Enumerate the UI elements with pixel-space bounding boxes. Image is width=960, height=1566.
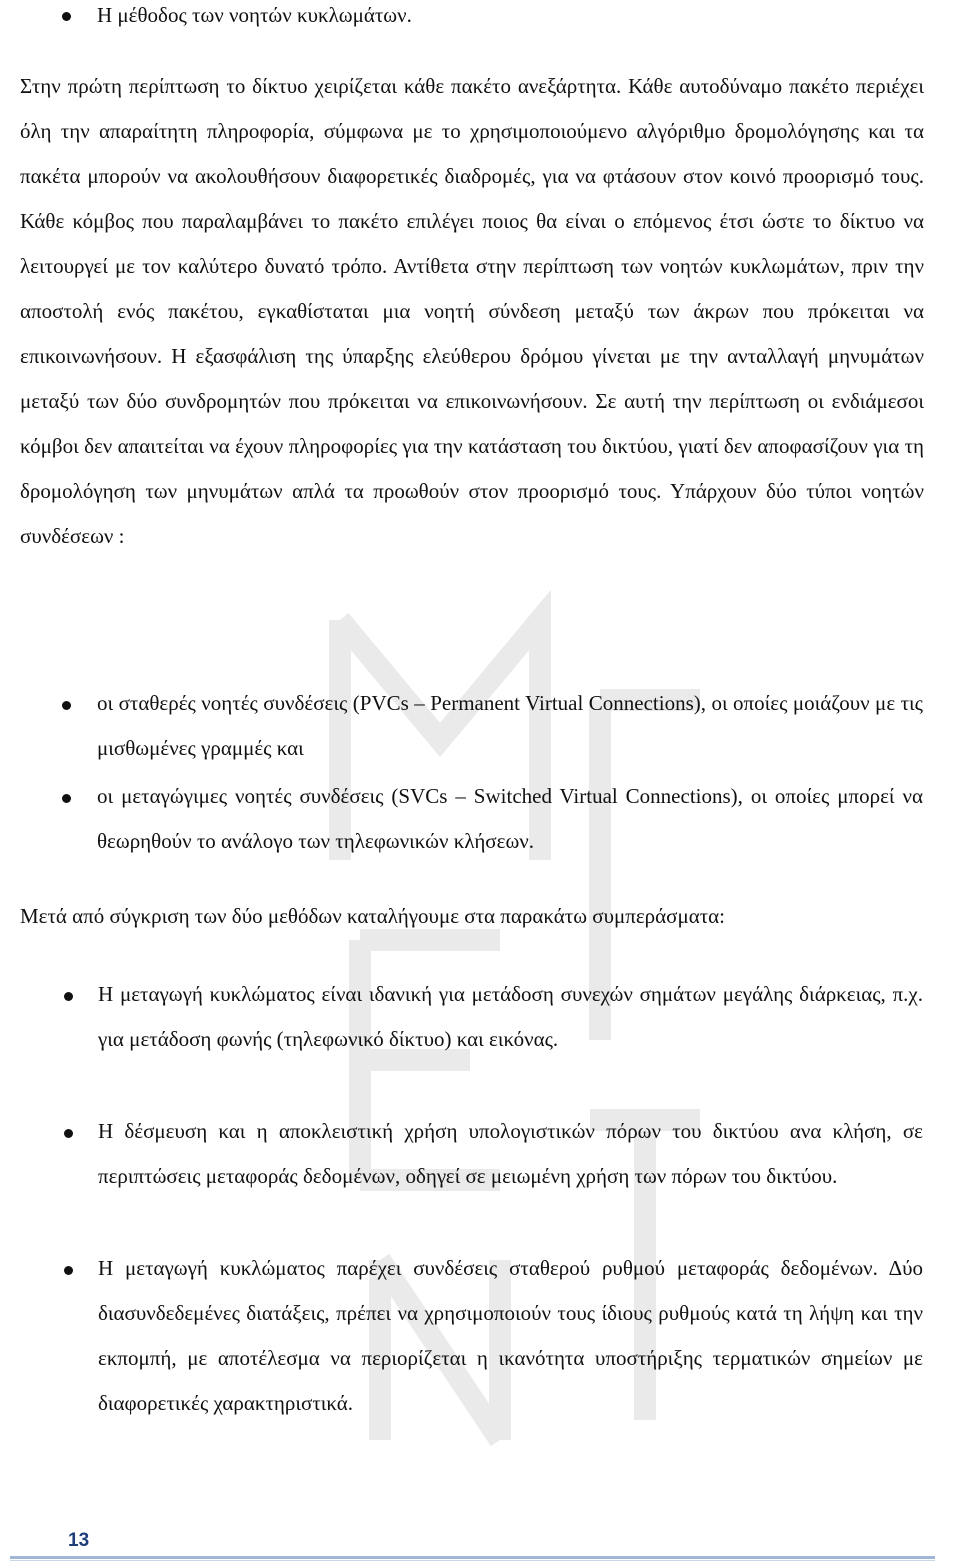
conclusions-item-text: Η μεταγωγή κυκλώματος είναι ιδανική για μετάδοση συνεχών σημάτων μεγάλης διάρκειας, π.χ. για μετάδοση φωνής (τηλεφωνικό δίκτυο) και εικόνας. xyxy=(98,982,923,1051)
bullet-icon xyxy=(64,1129,73,1138)
bullet-icon xyxy=(64,992,73,1001)
bullet-icon xyxy=(62,12,71,21)
footer-rule xyxy=(10,1556,935,1559)
footer-rule-thin xyxy=(10,1560,935,1561)
top-list-item-text: Η μέθοδος των νοητών κυκλωμάτων. xyxy=(97,3,412,27)
paragraph-conclusion-intro: Μετά από σύγκριση των δύο μεθόδων καταλήγουμε στα παρακάτω συμπεράσματα: xyxy=(20,904,726,928)
bullet-icon xyxy=(64,1266,73,1275)
paragraph-intro: Στην πρώτη περίπτωση το δίκτυο χειρίζεται κάθε πακέτο ανεξάρτητα. Κάθε αυτοδύναμο πακέτο περιέχει όλη την απαραίτητη πληροφορία, σύμφωνα με το χρησιμοποιούμενο αλγόριθμο δρομολόγησης και τα πακέτα μπορούν να ακολουθήσουν διαφορετικές διαδρομές, για να φτάσουν στον κοινό προορισμό τους. Κάθε κόμβος που παραλαμβάνει το πακέτο επιλέγει ποιος θα είναι ο επόμενος έτσι ώστε το δίκτυο να λειτουργεί με τον καλύτερο δυνατό τρόπο. Αντίθετα στην περίπτωση των νοητών κυκλωμάτων, πριν την αποστολή ενός πακέτου, εγκαθίσταται μια νοητή σύνδεση μεταξύ των άκρων που πρόκειται να επικοινωνήσουν. Η εξασφάλιση της ύπαρξης ελεύθερου δρόμου γίνεται με την ανταλλαγή μηνυμάτων μεταξύ των δύο συνδρομητών που πρόκειται να επικοινωνήσουν. Σε αυτή την περίπτωση οι ενδιάμεσοι κόμβοι δεν απαιτείται να έχουν πληροφορίες για την κατάσταση του δικτύου, γιατί δεν αποφασίζουν για τη δρομολόγηση των μηνυμάτων απλά τα προωθούν στον προορισμό τους. Υπάρχουν δύο τύποι νοητών συνδέσεων : xyxy=(20,74,924,548)
bullet-icon xyxy=(62,794,71,803)
page-number: 13 xyxy=(68,1530,90,1551)
vc-types-item-text: οι μεταγώγιμες νοητές συνδέσεις (SVCs – Switched Virtual Connections), οι οποίες μπορεί να θεωρηθούν το ανάλογο των τηλεφωνικών κλήσεων. xyxy=(97,784,923,853)
bullet-icon xyxy=(62,701,71,710)
vc-types-item-text: οι σταθερές νοητές συνδέσεις (PVCs – Permanent Virtual Connections), οι οποίες μοιάζουν με τις μισθωμένες γραμμές και xyxy=(97,691,923,760)
conclusions-item-text: Η δέσμευση και η αποκλειστική χρήση υπολογιστικών πόρων του δικτύου ανα κλήση, σε περιπτώσεις μεταφοράς δεδομένων, οδηγεί σε μειωμένη χρήση των πόρων του δικτύου. xyxy=(98,1119,923,1188)
conclusions-item-text: Η μεταγωγή κυκλώματος παρέχει συνδέσεις σταθερού ρυθμού μεταφοράς δεδομένων. Δύο διασυνδεδεμένες διατάξεις, πρέπει να χρησιμοποιούν τους ίδιους ρυθμούς κατά τη λήψη και την εκπομπή, με αποτέλεσμα να περιορίζεται η ικανότητα υποστήριξης τερματικών σημείων με διαφορετικές χαρακτηριστικά. xyxy=(98,1256,923,1415)
